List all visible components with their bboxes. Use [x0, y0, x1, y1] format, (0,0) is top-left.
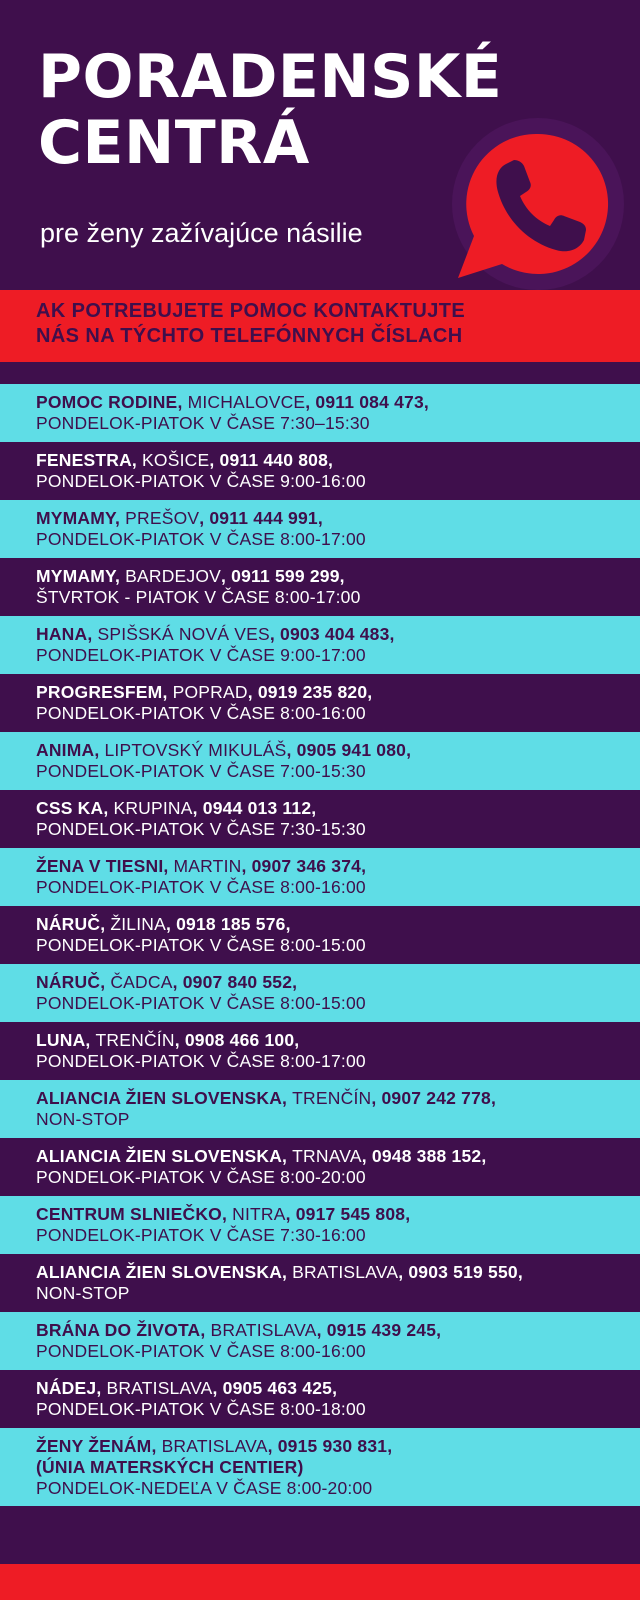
center-hours: PONDELOK-PIATOK V ČASE 8:00-15:00 — [36, 935, 366, 955]
banner-text — [36, 299, 465, 349]
center-hours: PONDELOK-PIATOK V ČASE 8:00-15:00 — [36, 993, 366, 1013]
list-item — [0, 1138, 640, 1196]
center-name: NÁRUČ — [36, 914, 101, 934]
center-phone[interactable]: 0917 545 808 — [295, 1204, 406, 1224]
center-hours: ŠTVRTOK - PIATOK V ČASE 8:00-17:00 — [36, 587, 361, 607]
title-line-1: PORADENSKÉ — [38, 42, 503, 112]
center-city: ŽILINA — [110, 914, 166, 934]
center-info-line: ALIANCIA ŽIEN SLOVENSKA, BRATISLAVA, 0903 519 550, — [36, 1262, 523, 1282]
center-name: FENESTRA — [36, 450, 132, 470]
list-item — [0, 616, 640, 674]
list-item — [0, 1370, 640, 1428]
center-phone[interactable]: 0919 235 820 — [257, 682, 368, 702]
title-line-2: CENTRÁ — [38, 108, 310, 178]
center-note: (ÚNIA MATERSKÝCH CENTIER) — [36, 1457, 304, 1477]
center-phone[interactable]: 0911 444 991 — [209, 508, 318, 528]
banner-line-1: AK POTREBUJETE POMOC KONTAKTUJTE — [36, 300, 466, 322]
center-phone[interactable]: 0903 519 550 — [408, 1262, 518, 1282]
center-name: LUNA — [36, 1030, 86, 1050]
list-item — [0, 1312, 640, 1370]
center-info-line: ŽENA V TIESNI, MARTIN, 0907 346 374, — [36, 856, 367, 876]
center-name: PROGRESFEM — [36, 682, 163, 702]
center-city: ČADCA — [110, 972, 173, 992]
center-name: NÁRUČ — [36, 972, 101, 992]
center-hours: PONDELOK-PIATOK V ČASE 9:00-17:00 — [36, 645, 366, 665]
center-phone[interactable]: 0903 404 483 — [280, 624, 390, 644]
center-info-line: NÁDEJ, BRATISLAVA, 0905 463 425, — [36, 1378, 338, 1398]
header — [0, 0, 640, 290]
center-hours: PONDELOK-PIATOK V ČASE 8:00-18:00 — [36, 1399, 366, 1419]
center-name: CSS KA — [36, 798, 104, 818]
center-hours: PONDELOK-PIATOK V ČASE 7:30-16:00 — [36, 1225, 366, 1245]
center-name: NÁDEJ — [36, 1378, 97, 1398]
center-city: TRENČÍN — [292, 1088, 372, 1108]
center-hours: NON-STOP — [36, 1283, 130, 1303]
center-phone[interactable]: 0944 013 112 — [202, 798, 312, 818]
center-city: BRATISLAVA — [292, 1262, 399, 1282]
center-info-line: ŽENY ŽENÁM, BRATISLAVA, 0915 930 831, — [36, 1436, 393, 1456]
center-info-line: ALIANCIA ŽIEN SLOVENSKA, TRNAVA, 0948 388 152, — [36, 1146, 487, 1166]
center-hours: NON-STOP — [36, 1109, 130, 1129]
list-item — [0, 1254, 640, 1312]
list-item — [0, 674, 640, 732]
center-name: ALIANCIA ŽIEN SLOVENSKA — [36, 1088, 283, 1108]
center-info-line: MYMAMY, BARDEJOV, 0911 599 299, — [36, 566, 345, 586]
center-city: BARDEJOV — [125, 566, 222, 586]
center-info-line: NÁRUČ, ČADCA, 0907 840 552, — [36, 972, 298, 992]
center-city: SPIŠSKÁ NOVÁ VES — [97, 624, 270, 644]
center-name: POMOC RODINE — [36, 392, 178, 412]
list-item — [0, 500, 640, 558]
list-item — [0, 558, 640, 616]
list-item — [0, 732, 640, 790]
center-city: KOŠICE — [142, 450, 210, 470]
page-subtitle: pre ženy zažívajúce násilie — [40, 218, 363, 248]
list-item — [0, 906, 640, 964]
center-city: TRENČÍN — [95, 1030, 175, 1050]
center-city: BRATISLAVA — [161, 1436, 268, 1456]
center-city: POPRAD — [172, 682, 248, 702]
center-city: KRUPINA — [113, 798, 193, 818]
center-info-line: FENESTRA, KOŠICE, 0911 440 808, — [36, 450, 334, 470]
center-phone[interactable]: 0905 941 080 — [296, 740, 407, 760]
center-phone[interactable]: 0908 466 100 — [184, 1030, 295, 1050]
center-hours: PONDELOK-PIATOK V ČASE 7:30–15:30 — [36, 413, 370, 433]
list-item — [0, 790, 640, 848]
center-info-line: POMOC RODINE, MICHALOVCE, 0911 084 473, — [36, 392, 429, 412]
center-name: ALIANCIA ŽIEN SLOVENSKA — [36, 1146, 283, 1166]
center-hours: PONDELOK-PIATOK V ČASE 9:00-16:00 — [36, 471, 366, 491]
center-city: BRATISLAVA — [210, 1320, 317, 1340]
list-item — [0, 848, 640, 906]
center-info-line: PROGRESFEM, POPRAD, 0919 235 820, — [36, 682, 373, 702]
center-city: MICHALOVCE — [187, 392, 306, 412]
center-phone[interactable]: 0907 840 552 — [182, 972, 293, 992]
center-name: ANIMA — [36, 740, 95, 760]
center-hours: PONDELOK-PIATOK V ČASE 8:00-16:00 — [36, 703, 366, 723]
center-info-line: CSS KA, KRUPINA, 0944 013 112, — [36, 798, 317, 818]
bottom-bar — [0, 1564, 640, 1600]
list-item — [0, 1080, 640, 1138]
center-name: BRÁNA DO ŽIVOTA — [36, 1320, 201, 1340]
center-phone[interactable]: 0918 185 576 — [176, 914, 286, 934]
center-info-line: HANA, SPIŠSKÁ NOVÁ VES, 0903 404 483, — [36, 624, 395, 644]
center-info-line: MYMAMY, PREŠOV, 0911 444 991, — [36, 508, 323, 528]
center-city: BRATISLAVA — [106, 1378, 213, 1398]
center-city: MARTIN — [173, 856, 242, 876]
center-city: NITRA — [232, 1204, 286, 1224]
center-city: TRNAVA — [292, 1146, 362, 1166]
center-phone[interactable]: 0905 463 425 — [222, 1378, 333, 1398]
center-phone[interactable]: 0948 388 152 — [371, 1146, 482, 1166]
center-name: MYMAMY — [36, 508, 115, 528]
center-name: CENTRUM SLNIEČKO — [36, 1204, 222, 1224]
center-info-line: CENTRUM SLNIEČKO, NITRA, 0917 545 808, — [36, 1204, 411, 1224]
center-info-line: LUNA, TRENČÍN, 0908 466 100, — [36, 1030, 300, 1050]
center-info-line: NÁRUČ, ŽILINA, 0918 185 576, — [36, 914, 291, 934]
center-name: HANA — [36, 624, 88, 644]
center-hours: PONDELOK-PIATOK V ČASE 8:00-17:00 — [36, 1051, 366, 1071]
center-name: ŽENA V TIESNI — [36, 856, 164, 876]
center-hours: PONDELOK-PIATOK V ČASE 7:30-15:30 — [36, 819, 366, 839]
center-phone[interactable]: 0907 346 374 — [251, 856, 362, 876]
center-hours: PONDELOK-PIATOK V ČASE 8:00-16:00 — [36, 877, 366, 897]
center-city: PREŠOV — [125, 508, 200, 528]
banner-line-2: NÁS NA TÝCHTO TELEFÓNNYCH ČÍSLACH — [36, 325, 463, 347]
center-hours: PONDELOK-PIATOK V ČASE 7:00-15:30 — [36, 761, 366, 781]
list-item — [0, 384, 640, 442]
center-info-line: BRÁNA DO ŽIVOTA, BRATISLAVA, 0915 439 245, — [36, 1320, 442, 1340]
center-info-line: ALIANCIA ŽIEN SLOVENSKA, TRENČÍN, 0907 242 778, — [36, 1088, 496, 1108]
center-hours: PONDELOK-NEDEĽA V ČASE 8:00-20:00 — [36, 1478, 373, 1498]
list-item — [0, 1196, 640, 1254]
center-info-line: ANIMA, LIPTOVSKÝ MIKULÁŠ, 0905 941 080, — [36, 740, 412, 760]
center-phone[interactable]: 0907 242 778 — [381, 1088, 491, 1108]
list-item — [0, 442, 640, 500]
center-phone[interactable]: 0911 440 808 — [219, 450, 329, 470]
center-city: LIPTOVSKÝ MIKULÁŠ — [104, 740, 287, 760]
center-name: MYMAMY — [36, 566, 115, 586]
center-phone[interactable]: 0915 439 245 — [326, 1320, 437, 1340]
page-title — [38, 44, 502, 176]
counseling-centers-list — [0, 384, 640, 1506]
list-item — [0, 964, 640, 1022]
center-name: ALIANCIA ŽIEN SLOVENSKA — [36, 1262, 283, 1282]
center-hours: PONDELOK-PIATOK V ČASE 8:00-20:00 — [36, 1167, 366, 1187]
center-hours: PONDELOK-PIATOK V ČASE 8:00-17:00 — [36, 529, 366, 549]
center-phone[interactable]: 0911 084 473 — [315, 392, 424, 412]
list-item — [0, 1428, 640, 1506]
list-item — [0, 1022, 640, 1080]
center-phone[interactable]: 0911 599 299 — [231, 566, 340, 586]
contact-banner — [0, 290, 640, 362]
center-hours: PONDELOK-PIATOK V ČASE 8:00-16:00 — [36, 1341, 366, 1361]
center-phone[interactable]: 0915 930 831 — [277, 1436, 388, 1456]
phone-chat-bubble-icon — [440, 112, 630, 302]
center-name: ŽENY ŽENÁM — [36, 1436, 152, 1456]
